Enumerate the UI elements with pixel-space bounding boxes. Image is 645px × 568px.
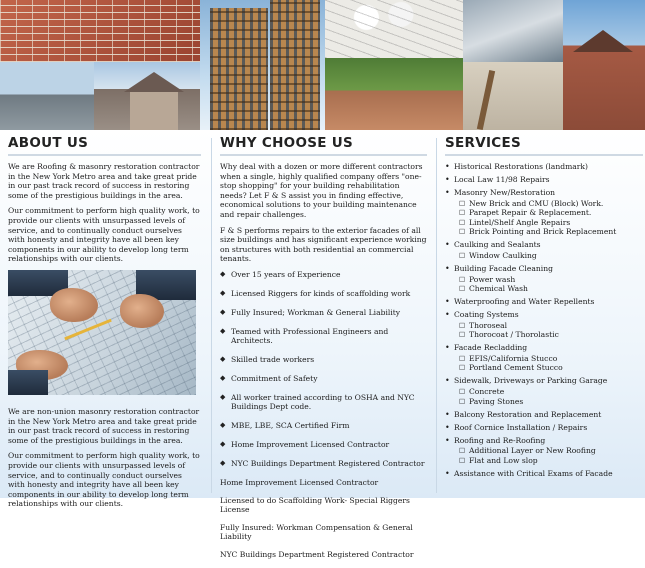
service-sub-item: □ Thoroseal — [454, 321, 643, 331]
credential-line: Fully Insured: Workman Compensation & General Liability — [220, 522, 413, 542]
service-label: Local Law 11/98 Repairs — [454, 174, 550, 184]
service-sub-item: □ Power wash — [454, 275, 643, 285]
about-paragraph-4: Our commitment to perform high quality work, to provide our clients with unsurpassed levels of service, and to continually conduct ourselves with honesty and integrity have all been key components in our ability to develop long term relationships with our clients. — [8, 451, 200, 509]
about-heading: ABOUT US — [8, 135, 89, 151]
why-bullet: ◆ Licensed Riggers for kinds of scaffolding work — [220, 289, 427, 299]
heading-rule — [8, 154, 201, 156]
why-bullet: ◆ Fully Insured; Workman & General Liability — [220, 308, 427, 318]
why-bullet: ◆ Skilled trade workers — [220, 355, 427, 365]
why-bullet: ◆ MBE, LBE, SCA Certified Firm — [220, 421, 427, 431]
column-divider — [436, 138, 437, 493]
service-sub-item: □ Window Caulking — [454, 251, 643, 261]
about-paragraph-3: We are non-union masonry restoration contractor in the New York Metro area and take great pride in our past track record of success in restoring some of the prestigious buildings in the area. — [8, 406, 200, 445]
service-sub-list — [454, 321, 643, 340]
service-label: Building Facade Cleaning — [454, 263, 553, 273]
service-sub-list — [454, 354, 643, 373]
service-item — [445, 240, 643, 260]
heading-rule — [220, 154, 427, 156]
highrise-building-photo — [200, 0, 325, 130]
header-photo-collage — [0, 0, 645, 130]
service-item — [445, 469, 643, 479]
service-sub-item: □ Chemical Wash — [454, 284, 643, 294]
why-bullet: ◆ Teamed with Professional Engineers and Architects. — [220, 327, 427, 346]
service-sub-item: □ Concrete — [454, 387, 643, 397]
service-label: Facade Recladding — [454, 343, 528, 353]
blueprints-photo — [325, 0, 463, 58]
why-paragraph-1: Why deal with a dozen or more different contractors when a single, highly qualified company offers "one-stop shopping" for your building rehabilitation needs? Let F & S assist you in finding effective, economical solutions to your building maintenance and repair challenges. — [220, 162, 423, 219]
painting-wall-photo — [463, 62, 563, 130]
house-photo — [94, 62, 200, 130]
service-sub-item: □ Thorocoat / Thorolastic — [454, 330, 643, 340]
service-item — [445, 423, 643, 433]
about-column — [8, 130, 201, 515]
credential-line: NYC Buildings Department Registered Contractor — [220, 550, 414, 559]
service-item — [445, 264, 643, 294]
service-item — [445, 310, 643, 340]
services-list — [445, 162, 643, 478]
credential-line: Home Improvement Licensed Contractor — [220, 478, 379, 488]
why-column — [220, 130, 427, 568]
service-sub-list — [454, 199, 643, 237]
service-sub-item: □ Paving Stones — [454, 397, 643, 407]
service-label: Coating Systems — [454, 310, 519, 320]
service-sub-item: □ Lintel/Shelf Angle Repairs — [454, 218, 643, 228]
heading-rule — [445, 154, 643, 156]
service-item — [445, 297, 643, 307]
service-item — [445, 343, 643, 373]
service-label: Roof Cornice Installation / Repairs — [454, 422, 588, 432]
services-heading: SERVICES — [445, 135, 522, 151]
services-column — [445, 130, 643, 482]
service-label: Waterproofing and Water Repellents — [454, 297, 595, 307]
why-bullet-list — [220, 270, 427, 469]
service-item — [445, 188, 643, 237]
service-label: Historical Restorations (landmark) — [454, 162, 588, 171]
flat-roof-photo — [0, 62, 94, 130]
credential-line: Licensed to do Scaffolding Work- Special Riggers License — [220, 495, 410, 515]
service-label: Masonry New/Restoration — [454, 187, 556, 197]
rooftop-garden-photo — [325, 58, 463, 130]
why-heading: WHY CHOOSE US — [220, 135, 354, 151]
about-paragraph-2: Our commitment to perform high quality work, to provide our clients with unsurpassed levels of service, and to continually conduct ourselves with honesty and integrity have all been key components in our ability to develop long term relationships with our clients. — [8, 206, 200, 264]
credential-lines — [220, 478, 427, 560]
why-bullet: ◆ Home Improvement Licensed Contractor — [220, 440, 427, 450]
why-bullet: ◆ All worker trained according to OSHA and NYC Buildings Dept code. — [220, 393, 427, 412]
service-sub-item: □ New Brick and CMU (Block) Work. — [454, 199, 643, 209]
service-sub-item: □ Parapet Repair & Replacement. — [454, 208, 643, 218]
why-bullet: ◆ NYC Buildings Department Registered Contractor — [220, 459, 427, 469]
service-item — [445, 376, 643, 406]
why-bullet: ◆ Commitment of Safety — [220, 374, 427, 384]
service-label: Roofing and Re-Roofing — [454, 435, 546, 445]
service-item — [445, 162, 643, 172]
service-sub-item: □ Additional Layer or New Roofing — [454, 446, 643, 456]
blueprint-review-photo — [8, 270, 196, 395]
service-sub-list — [454, 387, 643, 406]
brick-wall-photo — [0, 0, 200, 62]
about-paragraph-1: We are Roofing & masonry restoration contractor in the New York Metro area and take great pride in our past track record of success in restoring some of the prestigious buildings in the area. — [8, 162, 200, 200]
service-label: Caulking and Sealants — [454, 240, 541, 250]
column-divider — [211, 138, 212, 493]
service-sub-list — [454, 251, 643, 261]
brick-house-photo — [563, 0, 645, 130]
service-sub-item: □ Portland Cement Stucco — [454, 363, 643, 373]
service-item — [445, 436, 643, 466]
service-sub-list — [454, 275, 643, 294]
service-item — [445, 410, 643, 420]
service-item — [445, 175, 643, 185]
service-sub-item: □ Brick Pointing and Brick Replacement — [454, 227, 643, 237]
service-label: Balcony Restoration and Replacement — [454, 409, 602, 419]
why-paragraph-2: F & S performs repairs to the exterior facades of all size buildings and has significant experience working on structures with both residential an commercial tenants. — [220, 225, 427, 264]
service-label: Sidewalk, Driveways or Parking Garage — [454, 376, 608, 386]
service-sub-list — [454, 446, 643, 465]
glass-facade-photo — [463, 0, 563, 62]
why-bullet: ◆ Over 15 years of Experience — [220, 270, 427, 280]
service-sub-item: □ EFIS/California Stucco — [454, 354, 643, 364]
service-label: Assistance with Critical Exams of Facade — [454, 468, 613, 478]
service-sub-item: □ Flat and Low slop — [454, 456, 643, 466]
